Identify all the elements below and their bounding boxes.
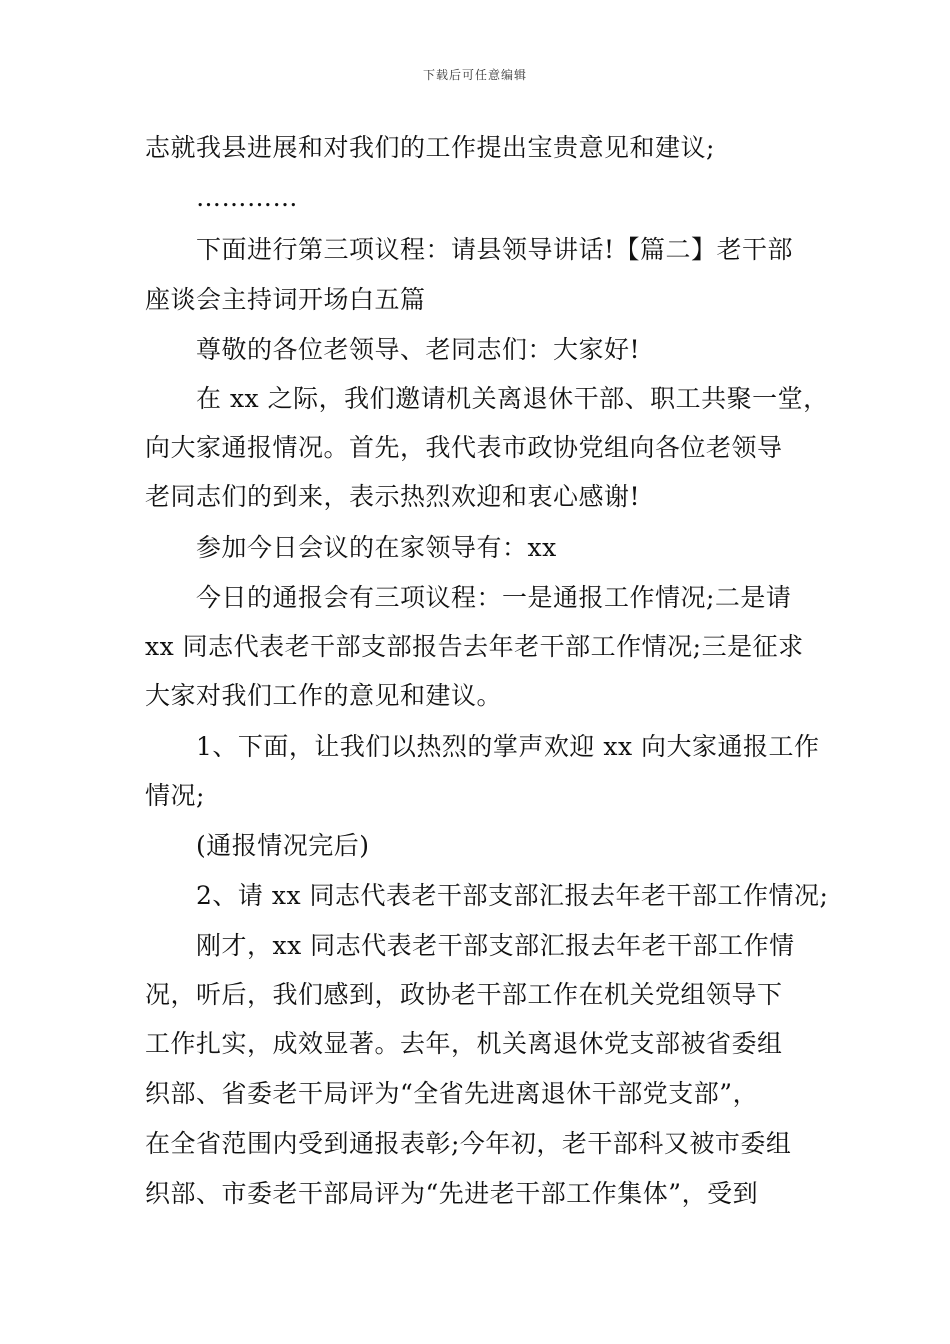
text-line: 大家对我们工作的意见和建议。 [145, 681, 503, 710]
text-line: xx 同志代表老干部支部报告去年老干部工作情况;三是征求 [145, 632, 804, 661]
text-line: 下面进行第三项议程：请县领导讲话!【篇二】老干部 [196, 235, 794, 264]
section-title-line: 座谈会主持词开场白五篇 [145, 285, 426, 314]
text-line: 在全省范围内受到通报表彰;今年初，老干部科又被市委组 [145, 1129, 792, 1158]
text-line: 老同志们的到来，表示热烈欢迎和衷心感谢! [145, 482, 641, 511]
text-line: 今日的通报会有三项议程：一是通报工作情况;二是请 [196, 583, 792, 612]
text-line: 在 xx 之际，我们邀请机关离退休干部、职工共聚一堂， [196, 384, 829, 413]
text-line: 参加今日会议的在家领导有：xx [196, 533, 557, 562]
ellipsis-line: ………… [196, 183, 298, 212]
text-line: 织部、省委老干局评为“全省先进离退休干部党支部”， [145, 1079, 759, 1108]
text-line: 织部、市委老干部局评为“先进老干部工作集体”，受到 [145, 1179, 759, 1208]
page-header: 下载后可任意编辑 [422, 68, 527, 82]
text-line: 工作扎实，成效显著。去年，机关离退休党支部被省委组 [145, 1029, 783, 1058]
text-line: (通报情况完后) [196, 831, 370, 860]
text-line: 情况; [145, 781, 205, 810]
text-line: 况，听后，我们感到，政协老干部工作在机关党组领导下 [145, 980, 783, 1009]
text-line: 志就我县进展和对我们的工作提出宝贵意见和建议; [145, 133, 715, 162]
text-line: 2、请 xx 同志代表老干部支部汇报去年老干部工作情况; [196, 881, 829, 910]
text-line: 向大家通报情况。首先，我代表市政协党组向各位老领导 [145, 433, 783, 462]
greeting-line: 尊敬的各位老领导、老同志们：大家好! [196, 335, 641, 364]
text-line: 1、下面，让我们以热烈的掌声欢迎 xx 向大家通报工作 [196, 732, 820, 761]
text-line: 刚才，xx 同志代表老干部支部汇报去年老干部工作情 [196, 931, 795, 960]
